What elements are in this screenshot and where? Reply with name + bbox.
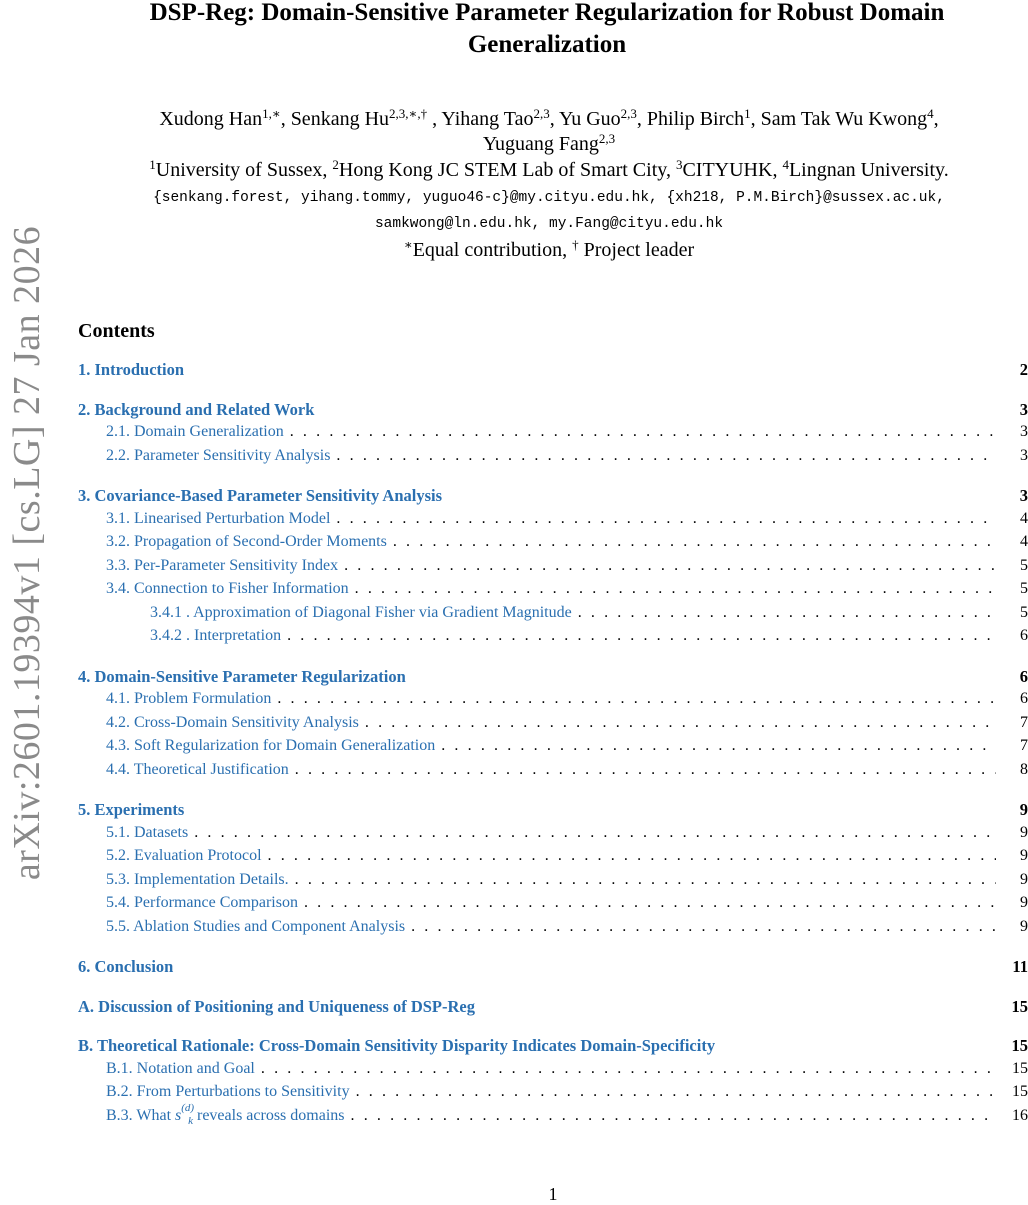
toc-entry-interpretation[interactable] bbox=[78, 627, 1028, 651]
toc-link[interactable]: 3.4.2 . Interpretation bbox=[150, 627, 282, 644]
contents-heading: Contents bbox=[78, 320, 155, 342]
affiliations: $^1$University of Sussex, $^2$Hong Kong JC STEM Lab of Smart City, $^3$CITYUHK, $^4$Lingnan University. bbox=[149, 157, 949, 181]
toc-entry-ablation[interactable] bbox=[78, 918, 1028, 942]
toc-entry-appendix-a[interactable] bbox=[78, 997, 1028, 1021]
toc-page-number: 6 bbox=[1020, 627, 1028, 644]
toc-leader-dots bbox=[336, 447, 996, 465]
toc-section bbox=[78, 800, 1028, 941]
arxiv-stamp bbox=[0, 0, 54, 1200]
toc-entry-parameter-sensitivity[interactable] bbox=[78, 447, 1028, 471]
toc-section bbox=[78, 997, 1028, 1021]
toc-page-number: 4 bbox=[1020, 509, 1028, 527]
toc-leader-dots bbox=[290, 423, 996, 441]
toc-entry-background[interactable] bbox=[78, 400, 1028, 424]
toc-page-number: 16 bbox=[1012, 1106, 1028, 1124]
author: Philip Birch$^1$, bbox=[646, 106, 761, 130]
author: Yu Guo$^{2,3}$, bbox=[559, 106, 647, 130]
toc-entry-appendix-b[interactable] bbox=[78, 1036, 1028, 1060]
toc-link[interactable]: 5.4. Performance Comparison bbox=[106, 894, 298, 911]
contribution-notes: ∗Equal contribution, † Project leader bbox=[403, 237, 695, 261]
toc-leader-dots bbox=[365, 714, 996, 732]
author: Yihang Tao$^{2,3}$, bbox=[441, 106, 559, 130]
toc-entry-introduction[interactable] bbox=[78, 360, 1028, 384]
toc-entry-soft-regularization[interactable] bbox=[78, 737, 1028, 761]
toc-link[interactable]: 4.2. Cross-Domain Sensitivity Analysis bbox=[106, 713, 359, 731]
page-number: 1 bbox=[548, 1184, 558, 1204]
toc-link[interactable]: 5.3. Implementation Details. bbox=[106, 870, 289, 888]
toc-page-number: 7 bbox=[1020, 737, 1028, 754]
toc-leader-dots bbox=[287, 627, 996, 645]
toc-leader-dots bbox=[277, 690, 996, 708]
paper-page bbox=[78, 0, 1028, 1146]
toc-page-number: 9 bbox=[1020, 823, 1028, 841]
toc-leader-dots bbox=[411, 918, 996, 936]
toc-entry-datasets[interactable] bbox=[78, 824, 1028, 848]
table-of-contents bbox=[78, 360, 1028, 1130]
toc-page-number: 9 bbox=[1020, 917, 1028, 935]
toc-page-number: 9 bbox=[1020, 870, 1028, 888]
toc-entry-what-reveals[interactable] bbox=[78, 1101, 1028, 1131]
toc-leader-dots bbox=[344, 557, 996, 575]
author: Xudong Han$^{1,∗}$, bbox=[159, 106, 291, 130]
toc-entry-notation[interactable] bbox=[78, 1060, 1028, 1084]
toc-link[interactable]: 4. Domain-Sensitive Parameter Regularization bbox=[78, 666, 406, 686]
toc-link[interactable]: 4.4. Theoretical Justification bbox=[106, 760, 289, 778]
toc-link[interactable]: 3.2. Propagation of Second-Order Moments bbox=[106, 533, 387, 550]
toc-page-number: 15 bbox=[1012, 1059, 1028, 1077]
toc-link[interactable]: 3.1. Linearised Perturbation Model bbox=[106, 509, 331, 527]
toc-link[interactable]: 3.4.1 . Approximation of Diagonal Fisher via Gradient Magnitude bbox=[150, 603, 572, 621]
toc-page-number: 8 bbox=[1020, 760, 1028, 778]
toc-link[interactable]: 3. Covariance-Based Parameter Sensitivity Analysis bbox=[78, 486, 443, 505]
toc-page-number: 9 bbox=[1019, 800, 1028, 819]
author: Senkang $Hu^{2,3,∗,\dagger}$ , bbox=[290, 106, 442, 130]
toc-leader-dots bbox=[351, 1107, 997, 1125]
toc-leader-dots bbox=[441, 737, 996, 755]
toc-entry-sensitivity-index[interactable] bbox=[78, 557, 1028, 581]
author-list bbox=[48, 107, 1028, 157]
toc-page-number: 15 bbox=[1012, 1083, 1028, 1100]
toc-leader-dots bbox=[194, 824, 996, 842]
toc-page-number: 6 bbox=[1020, 690, 1028, 707]
toc-section bbox=[78, 667, 1028, 785]
toc-entry-fisher-approx[interactable] bbox=[78, 604, 1028, 628]
toc-link[interactable]: 4.1. Problem Formulation bbox=[106, 690, 272, 707]
toc-entry-perturbations[interactable] bbox=[78, 1083, 1028, 1107]
toc-link[interactable]: 5. Experiments bbox=[78, 800, 185, 819]
toc-entry-evaluation-protocol[interactable] bbox=[78, 847, 1028, 871]
paper-title bbox=[68, 0, 1026, 61]
title-line-2: Generalization bbox=[467, 31, 627, 58]
arxiv-stamp-text: arXiv:2601.19394v1 [cs.LG] 27 Jan 2026 bbox=[6, 225, 48, 881]
toc-link[interactable]: B. Theoretical Rationale: Cross-Domain Sensitivity Disparity Indicates Domain-Specificity bbox=[78, 1036, 716, 1055]
toc-link[interactable]: 3.4. Connection to Fisher Information bbox=[106, 580, 349, 597]
toc-section bbox=[78, 486, 1028, 651]
toc-page-number: 5 bbox=[1020, 580, 1028, 597]
toc-page-number: 15 bbox=[1011, 1036, 1028, 1055]
toc-link[interactable]: 5.2. Evaluation Protocol bbox=[106, 847, 262, 864]
toc-leader-dots bbox=[261, 1060, 996, 1078]
math-symbol: $s^{(d)}_k$ bbox=[175, 1101, 195, 1127]
toc-page-number: 9 bbox=[1020, 847, 1028, 864]
toc-page-number: 7 bbox=[1020, 713, 1028, 731]
toc-link[interactable]: 2. Background and Related Work bbox=[78, 399, 315, 419]
author: Yuguang Fang$^{2,3}$ bbox=[482, 131, 616, 155]
toc-page-number: 15 bbox=[1011, 996, 1028, 1016]
email-line-1: {senkang.forest, yihang.tommy, yuguo46-c}@my.cityu.edu.hk, {xh218, P.M.Birch}@sussex.ac.uk, bbox=[153, 190, 945, 206]
author-emails bbox=[48, 185, 1028, 237]
toc-page-number: 2 bbox=[1019, 360, 1028, 379]
toc-page-number: 6 bbox=[1019, 666, 1028, 686]
toc-entry-dsp-reg[interactable] bbox=[78, 667, 1028, 691]
toc-leader-dots bbox=[336, 510, 996, 528]
toc-page-number: 4 bbox=[1020, 533, 1028, 550]
toc-entry-experiments[interactable] bbox=[78, 800, 1028, 824]
toc-link[interactable]: 2.1. Domain Generalization bbox=[106, 423, 284, 440]
toc-leader-dots bbox=[295, 871, 996, 889]
toc-section bbox=[78, 1036, 1028, 1130]
toc-entry-problem-formulation[interactable] bbox=[78, 690, 1028, 714]
toc-leader-dots bbox=[295, 761, 996, 779]
toc-page-number: 3 bbox=[1019, 486, 1028, 505]
toc-entry-conclusion[interactable] bbox=[78, 957, 1028, 981]
toc-link[interactable]: 4.3. Soft Regularization for Domain Generalization bbox=[106, 737, 436, 754]
toc-entry-propagation[interactable] bbox=[78, 533, 1028, 557]
toc-leader-dots bbox=[356, 1083, 996, 1101]
toc-leader-dots bbox=[393, 533, 996, 551]
toc-entry-cross-domain[interactable] bbox=[78, 714, 1028, 738]
toc-page-number: 5 bbox=[1020, 556, 1028, 574]
toc-entry-domain-generalization[interactable] bbox=[78, 423, 1028, 447]
toc-leader-dots bbox=[578, 604, 996, 622]
toc-link[interactable]: 1. Introduction bbox=[78, 360, 185, 379]
toc-entry-theoretical-justification[interactable] bbox=[78, 761, 1028, 785]
toc-entry-linearised[interactable] bbox=[78, 510, 1028, 534]
toc-leader-dots bbox=[355, 580, 996, 598]
toc-entry-performance[interactable] bbox=[78, 894, 1028, 918]
toc-link[interactable]: B.3. What $s^{(d)}_k$ reveals across domains bbox=[106, 1101, 345, 1127]
toc-entry-covariance[interactable] bbox=[78, 486, 1028, 510]
toc-page-number: 5 bbox=[1020, 603, 1028, 621]
toc-section bbox=[78, 957, 1028, 981]
toc-link[interactable]: 2.2. Parameter Sensitivity Analysis bbox=[106, 446, 331, 464]
toc-page-number: 3 bbox=[1019, 399, 1028, 419]
toc-page-number: 11 bbox=[1012, 957, 1028, 976]
toc-link[interactable]: 3.3. Per-Parameter Sensitivity Index bbox=[106, 556, 339, 574]
toc-section bbox=[78, 400, 1028, 471]
toc-section bbox=[78, 360, 1028, 384]
toc-link[interactable]: 5.1. Datasets bbox=[106, 823, 189, 841]
toc-entry-implementation[interactable] bbox=[78, 871, 1028, 895]
toc-link[interactable]: 6. Conclusion bbox=[78, 957, 174, 976]
email-line-2: samkwong@ln.edu.hk, my.Fang@cityu.edu.hk bbox=[374, 216, 724, 232]
author: Sam Tak Wu Kwong$^4$, bbox=[760, 106, 939, 130]
title-line-1: DSP-Reg: Domain-Sensitive Parameter Regularization for Robust Domain bbox=[149, 0, 945, 26]
toc-link[interactable]: A. Discussion of Positioning and Uniqueness of DSP-Reg bbox=[78, 996, 475, 1016]
toc-link[interactable]: B.1. Notation and Goal bbox=[106, 1059, 255, 1077]
toc-page-number: 3 bbox=[1020, 446, 1028, 464]
toc-leader-dots bbox=[268, 847, 996, 865]
toc-entry-fisher[interactable] bbox=[78, 580, 1028, 604]
toc-link[interactable]: B.2. From Perturbations to Sensitivity bbox=[106, 1083, 350, 1100]
toc-page-number: 9 bbox=[1020, 894, 1028, 911]
toc-page-number: 3 bbox=[1020, 423, 1028, 440]
toc-leader-dots bbox=[304, 894, 996, 912]
toc-link[interactable]: 5.5. Ablation Studies and Component Analysis bbox=[106, 917, 406, 935]
